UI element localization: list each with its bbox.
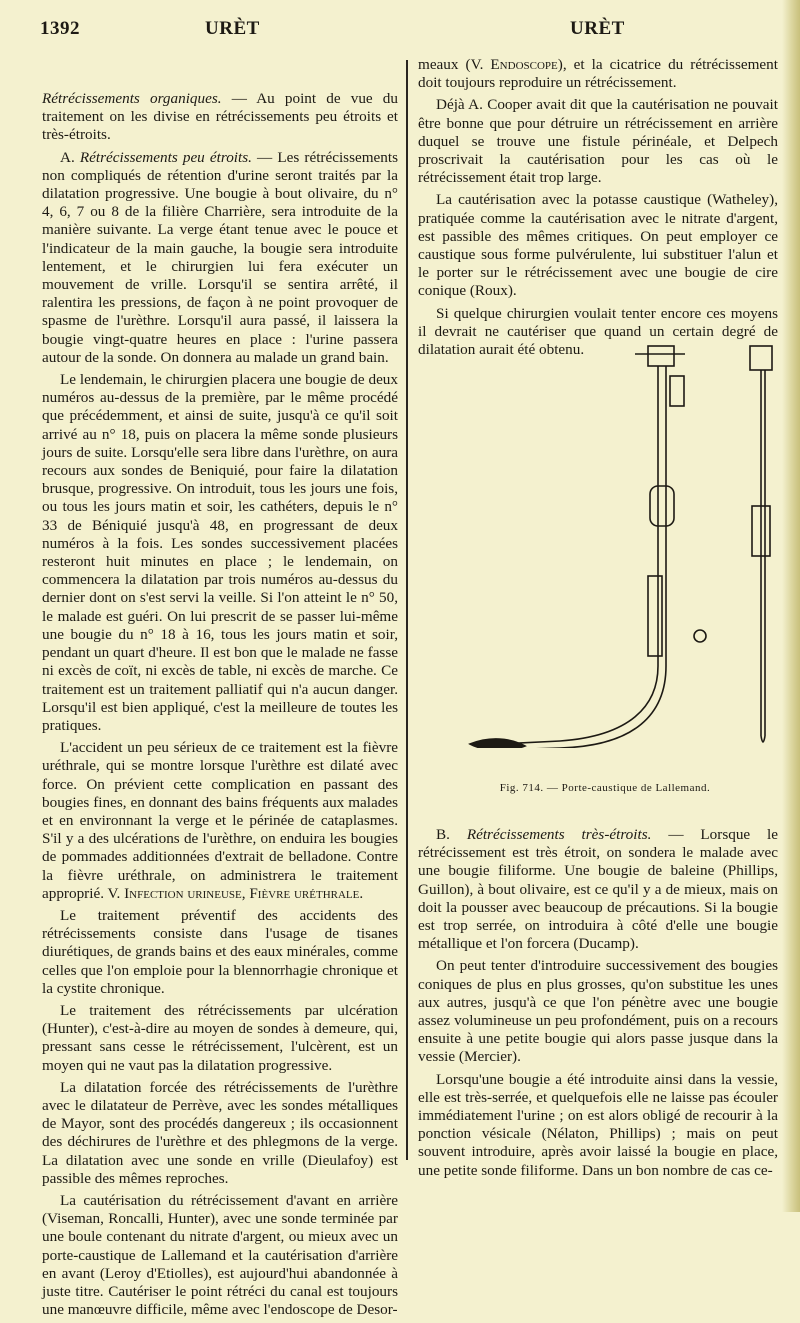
right-column-bottom	[418, 826, 778, 1184]
paragraph	[42, 90, 398, 145]
figure-porte-caustique-illustration	[430, 336, 780, 748]
paragraph: Le lendemain, le chirurgien placera une bougie de deux numéros au-dessus de la première, par le même procédé que précédemment, et ainsi de suite, jusqu'à ce qu'il soit arrivé au n° 18, puis on placera la même sonde plusieurs jours de suite. Lorsqu'elle sera libre dans l'urèthre, on aura recours aux sondes de Beniquié, pour faire la dilatation brusque, progressive. On introduit, tous les jours une fois, ou tous les jours matin et soir, les cathéters, depuis le n° 33 de Béniquié jusqu'à 48, en progressant de deux numéros à la fois. Les sondes successivement placées resteront huit minutes en place ; le lendemain, on commencera la dilatation par trois numéros au-dessus du dernier dont on s'est servi la veille. Si l'on atteint le n° 50, le malade est guéri. On lui prescrit de se passer lui-même une bougie du n° 18 à 16, tous les jours matin et soir, pendant un quart d'heure. Il est bon que le malade ne fasse ni excès de coït, ni excès de table, ni excès de marche. Ce traitement est un traitement palliatif qui n'a aucun danger. Lorsqu'il est bien appliqué, c'est la meilleure de toutes les pratiques.	[42, 371, 398, 734]
section-heading: Rétrécissements organiques.	[42, 90, 222, 107]
page-edge	[782, 0, 800, 1212]
cross-reference: Endoscope	[490, 56, 558, 73]
paragraph-text: — Lorsque le rétrécissement est très étroit, on sondera le malade avec une bougie filiforme. Une bougie de baleine (Phillips, Guillon), à bout olivaire, est ce qu'il y a de mieux, mais on doit la pousser avec beaucoup de précautions. Si la bougie est trop serrée, on introduira à côté d'elle une bougie métallique et l'on forcera (Ducamp).	[418, 826, 778, 953]
paragraph-text: ), et la cicatrice du rétrécissement doit toujours reproduire un rétrécissement.	[418, 56, 778, 92]
paragraph: La cautérisation du rétrécissement d'avant en arrière (Viseman, Roncalli, Hunter), avec une sonde terminée par une boule contenant du nitrate d'argent, ou mieux avec un porte-caustique de Lallemand et la cautérisation d'arrière en avant (Leroy d'Etiolles), est aujourd'hui abandonnée à juste titre. Cautériser le point rétréci du canal est toujours une manœuvre difficile, même avec l'endoscope de Desor-	[42, 1191, 398, 1319]
paragraph: La dilatation forcée des rétrécissements de l'urèthre avec le dilatateur de Perrève, avec les sondes métalliques de Mayor, sont des procédés dangereux ; ils occasionnent des déchirures de l'urèthre et des phlegmons de la verge. La dilatation avec une sonde en vrille (Dieulafoy) est passible des mêmes reproches.	[42, 1078, 398, 1187]
paragraph-text: L'accident un peu sérieux de ce traitement est la fièvre uréthrale, qui se montre lorsque l'urèthre est dilaté avec force. On prévient cette complication en passant des bougies fines, en donnant des bains fréquents aux malades et en environnant la verge et le périnée de cataplasmes. S'il y a des ulcérations de l'urèthre, on enduira les bougies de pommades additionnées d'extrait de belladone. Contre la fièvre uréthrale, on administrera le traitement approprié. V.	[42, 739, 398, 902]
paragraph: Le traitement préventif des accidents des rétrécissements consiste dans l'usage de tisanes diurétiques, de grands bains et des eaux minérales, comme celles que l'on emploie pour la blennorrhagie chronique et la cystite chronique.	[42, 906, 398, 997]
figure-caption: Fig. 714. — Porte-caustique de Lallemand.	[499, 782, 711, 794]
paragraph-text: — Les rétrécissements non compliqués de rétention d'urine seront traités par la dilatation progressive. Une bougie à bout olivaire, du n° 4, 6, 7 ou 8 de la filière Charrière, sera introduite de la manière suivante. La verge étant tenue avec le pouce et l'indicateur de la main gauche, la bougie sera introduite lentement, et le chirurgien lui fera exécuter un mouvement de vrille. Lorsqu'il se sentira arrêté, il ralentira les pressions, de façon à ne point provoquer de spasme de l'urèthre. Lorsqu'il aura passé, il laissera la bougie vingt-quatre heures en place : l'urine passera autour de la sonde. On donnera au malade un grand bain.	[42, 148, 399, 366]
section-heading: Rétrécissements peu étroits.	[79, 148, 252, 166]
section-letter: B.	[436, 826, 467, 843]
paragraph-text: meaux (V.	[418, 56, 491, 73]
running-head-right: URÈT	[570, 18, 625, 39]
page-number: 1392	[40, 18, 80, 39]
paragraph: Lorsqu'une bougie a été introduite ainsi dans la vessie, elle est très-serrée, et quelquefois elle ne laisse pas écouler immédiatement l'urine ; on est alors obligé de recourir à la ponction vésicale (Nélaton, Phillips) ; mais on peut souvent introduire, après avoir laissé la bougie en place, une petite sonde filiforme. Dans un bon nombre de cas ce-	[418, 1070, 778, 1179]
paragraph	[42, 149, 398, 367]
column-rule	[406, 60, 408, 1160]
running-head-left: URÈT	[205, 18, 260, 39]
paragraph	[418, 826, 778, 953]
paragraph: La cautérisation avec la potasse caustique (Watheley), pratiquée comme la cautérisation avec le nitrate d'argent, est passible des mêmes critiques. On peut employer ce caustique sous forme pulvérulente, lui substituer l'alun et le porter sur le rétrécissement avec une bougie de cire conique (Roux).	[418, 191, 778, 300]
paragraph: Le traitement des rétrécissements par ulcération (Hunter), c'est-à-dire au moyen de sondes à demeure, qui, pressant sans cesse le rétrécissement, l'ulcèrent, est un moyen qui ne vaut pas la dilatation progressive.	[42, 1001, 398, 1074]
paragraph: Si quelque chirurgien voulait tenter encore ces moyens il devrait ne cautériser que quand un certain degré de dilatation aurait été obtenu.	[418, 304, 778, 359]
paragraph	[418, 56, 778, 92]
right-column-top	[418, 56, 778, 363]
paragraph-text: — Au point de vue du traitement on les divise en rétrécissements peu étroits et très-étroits.	[42, 90, 398, 144]
paragraph	[42, 739, 398, 903]
paragraph: On peut tenter d'introduire successivement des bougies coniques de plus en plus grosses, qu'on substitue les unes aux autres, jusqu'à ce que l'on pénètre avec une bougie assez volumineuse un peu profondément, puis on a recours ensuite à une petite bougie qui alors passe jusque dans la vessie (Mercier).	[418, 957, 778, 1066]
paragraph: Déjà A. Cooper avait dit que la cautérisation ne pouvait être bonne que pour détruire un rétrécissement en arrière duquel se trouve une fistule périnéale, et Delpech proscrivait la cautérisation pour les cas où le rétrécissement était trop large.	[418, 96, 778, 187]
section-letter: A.	[60, 148, 80, 166]
section-heading: Rétrécissements très-étroits.	[466, 826, 652, 843]
cross-reference: Infection urineuse, Fièvre uréthrale.	[124, 884, 364, 902]
left-column	[42, 90, 398, 1323]
